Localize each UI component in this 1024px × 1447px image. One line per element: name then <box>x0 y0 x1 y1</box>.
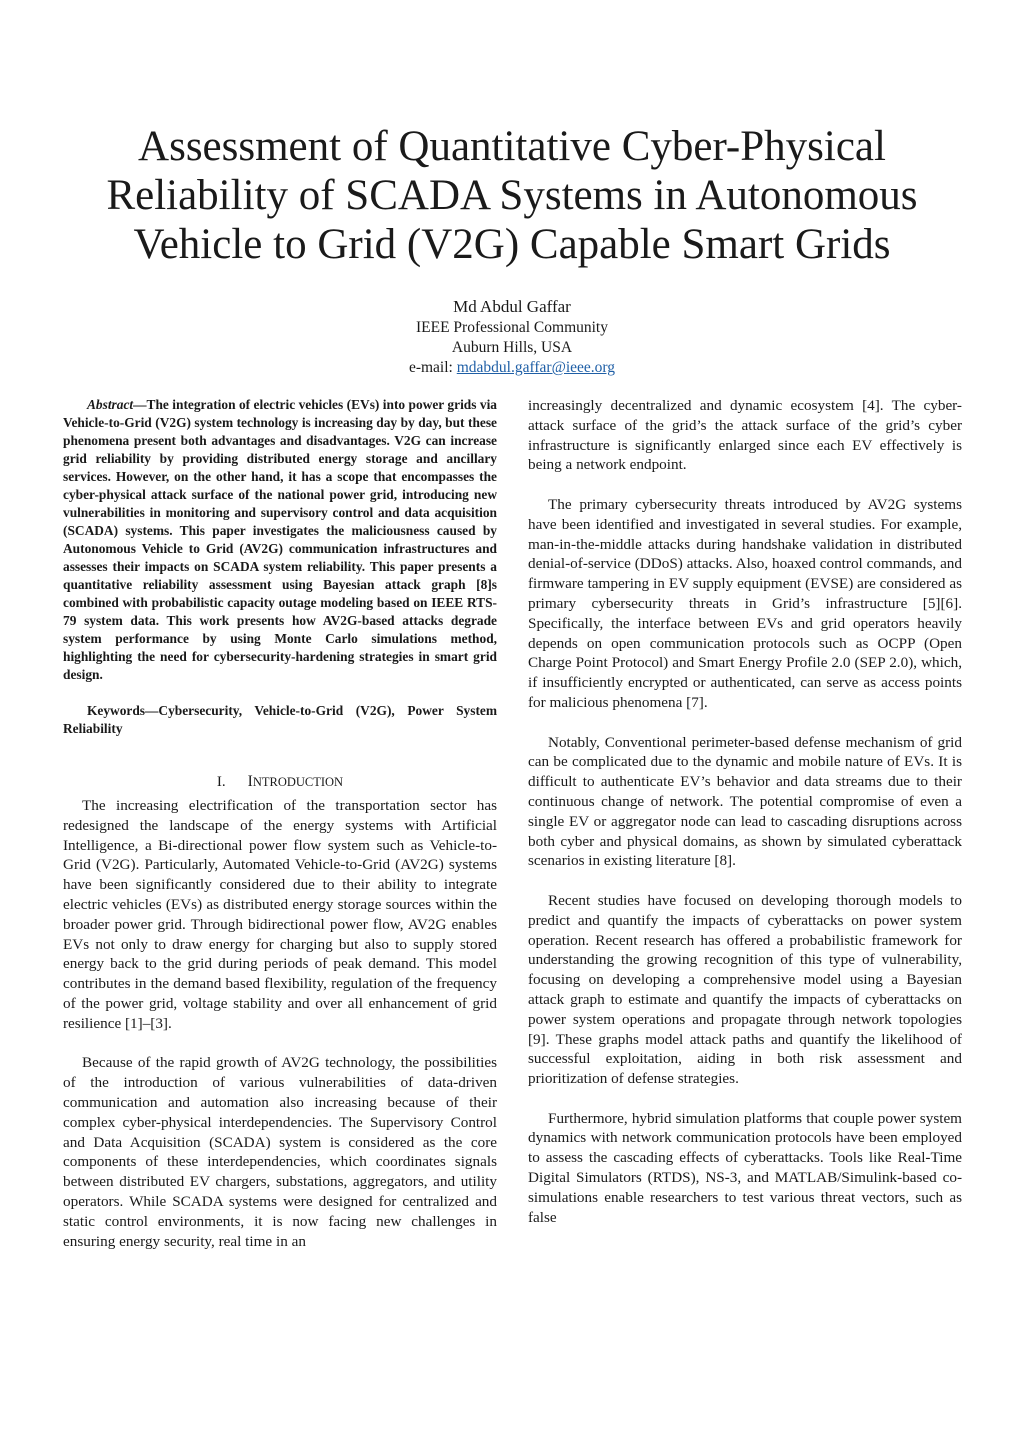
body-paragraph: Furthermore, hybrid simulation platforms that couple power system dynamics with network communication protocols have been employed to assess the cascading effects of cyberattacks. Tools like Real-Time Digital Simulators (RTDS), NS-3, and MATLAB/Simulink-based co-simulations enable researchers to test various threat vectors, such as false <box>528 1109 962 1226</box>
email-label: e-mail: <box>408 359 457 376</box>
author-name: Md Abdul Gaffar <box>453 297 571 316</box>
abstract <box>63 396 497 684</box>
section-number: I. <box>216 774 226 790</box>
author-affiliation: IEEE Professional Community <box>415 319 608 336</box>
email-link[interactable]: mdabdul.gaffar@ieee.org <box>456 359 616 376</box>
author-email-line <box>262 358 762 378</box>
body-paragraph: Because of the rapid growth of AV2G technology, the possibilities of the introduction of various vulnerabilities of data-driven communication and automation also increasing because of their complex cyber-physical interdependencies. The Supervisory Control and Data Acquisition (SCADA) system is considered as the core components of these interdependencies, which coordinates signals between distributed EV chargers, substations, aggregators, and utility operators. While SCADA systems were designed for centralized and static control environments, it is now facing new challenges in ensuring energy security, real time in an <box>63 1054 497 1250</box>
author-block <box>262 296 762 378</box>
section-title-initial: I <box>247 773 253 790</box>
left-column <box>63 396 497 1251</box>
body-paragraph: The increasing electrification of the transportation sector has redesigned the landscape of the energy systems with Artificial Intelligence, a Bi-directional power flow system such as Vehicle-to-Grid (V2G). Particularly, Automated Vehicle-to-Grid (AV2G) systems have been significantly considered due to their ability to integrate electric vehicles (EVs) as distributed energy storage sources within the broader power grid. Through bidirectional power flow, AV2G enables EVs not only to draw energy for charging but also to supply stored energy back to the grid during periods of peak demand. This model contributes in the demand based flexibility, regulation of the frequency of the power grid, voltage stability and over all enhancement of grid resilience [1]–[3]. <box>63 797 497 1032</box>
body-paragraph: The primary cybersecurity threats introduced by AV2G systems have been identified and investigated in several studies. For example, man-in-the-middle attacks during handshake validation in distributed denial-of-service (DDoS) attacks. Also, hoaxed control commands, and firmware tampering in EV supply equipment (EVSE) are considered as primary cybersecurity threats in Grid’s infrastructure [5][6]. Specifically, the interface between EVs and grid operators heavily depends on open communication protocols such as OCPP (Open Charge Point Protocol) and Smart Energy Profile 2.0 (SEP 2.0), which, if insufficiently encrypted or authenticated, can serve as access points for malicious phenomena [7]. <box>528 495 962 711</box>
paper-title: Assessment of Quantitative Cyber-Physical Reliability of SCADA Systems in Autonomous Vehicle to Grid (V2G) Capable Smart Grids <box>106 123 918 268</box>
body-paragraph: increasingly decentralized and dynamic ecosystem [4]. The cyber-attack surface of the grid’s the attack surface of the grid’s cyber infrastructure is significantly enlarged since each EV effectively is being a network endpoint. <box>528 397 962 474</box>
keywords: Keywords—Cybersecurity, Vehicle-to-Grid (V2G), Power System Reliability <box>63 703 497 736</box>
section-title-rest: NTRODUCTION <box>252 775 344 789</box>
body-paragraph: Recent studies have focused on developing thorough models to predict and quantify the impacts of cyberattacks on power system operation. Recent research has offered a probabilistic framework for understanding the growing recognition of this type of vulnerability, focusing on developing a comprehensive model using a Bayesian attack graph to estimate and quantify the impacts of cyberattacks on power system operations and propagate through network topologies [9]. These graphs model attack paths and quantify the likelihood of successful exploitation, aiding in both risk assessment and prioritization of defense strategies. <box>528 891 962 1088</box>
author-location: Auburn Hills, USA <box>451 339 573 356</box>
section-heading-introduction <box>63 772 497 792</box>
body-paragraph: Notably, Conventional perimeter-based defense mechanism of grid can be complicated due to the dynamic and mobile nature of EVs. It is difficult to authenticate EV’s behavior and data streams due to their continuous change of network. The potential compromise of even a single EV or aggregator node can lead to cascading disruptions across both cyber and physical domains, as shown by simulated cyberattack scenarios in existing literature [8]. <box>528 733 962 870</box>
abstract-label: Abstract <box>87 397 134 412</box>
right-column <box>528 396 962 1227</box>
abstract-text: —The integration of electric vehicles (EVs) into power grids via Vehicle-to-Grid (V2G) system technology is increasing day by day, but these phenomena present both advantages and disadvantages. V2G can increase grid reliability by providing distributed energy storage and ancillary services. However, on the other hand, it has a scope that encompasses the cyber-physical attack surface of the national power grid, introducing new vulnerabilities in monitoring and supervisory control and data acquisition (SCADA) systems. This paper investigates the maliciousness caused by Autonomous Vehicle to Grid (AV2G) communication infrastructures and assesses their impacts on SCADA system reliability. This paper presents a quantitative reliability assessment using Bayesian attack graph [8]s combined with probabilistic capacity outage modeling based on IEEE RTS-79 system data. This work presents how AV2G-based attacks degrade system performance by using Monte Carlo simulations method, highlighting the need for cybersecurity-hardening strategies in smart grid design. <box>63 397 497 682</box>
